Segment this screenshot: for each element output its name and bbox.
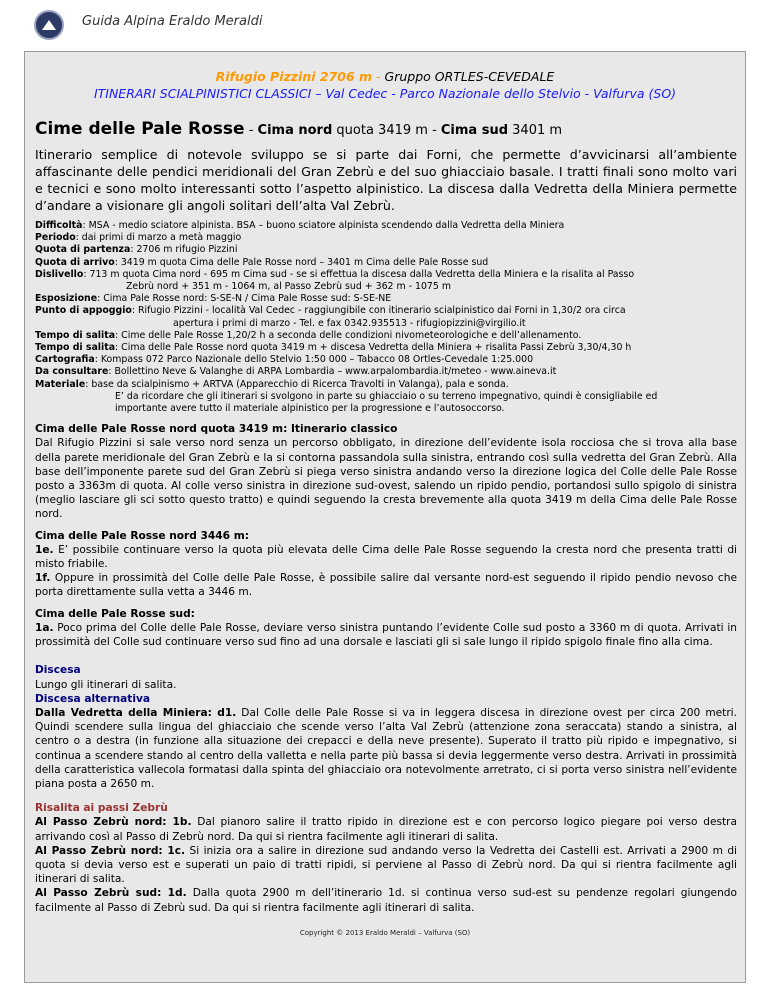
fact-row: Tempo di salita: Cima delle Pale Rosse nord quota 3419 m + discesa Vedretta della Miniera + risalita Passi Zebrù 3,30/4,30 h — [35, 342, 632, 354]
fact-row: Punto di appoggio: Rifugio Pizzini - località Val Cedec - raggiungibile con itinerario scialpinistico dai Forni in 1,30/2 ora circa — [35, 305, 626, 317]
intro-paragraph: Itinerario semplice di notevole sviluppo se si parte dai Forni, che permette d’avvicinarsi all’ambiente affascinante delle pendici meridionali del Gran Zebrù e del suo ghiacciaio basale. I tratti finali sono molto vari e tecnici e sono molto interessanti sotto l’aspetto alpinistico. La discesa dalla Vedretta della Miniera permette d’andare a visionare gli angoli solitari dell’alta Val Zebrù. — [35, 147, 737, 213]
fact-row: Cartografia: Kompass 072 Parco Nazionale dello Stelvio 1:50 000 – Tabacco 08 Ortles-Cevedale 1:25.000 — [35, 354, 534, 366]
guide-logo — [34, 10, 64, 40]
section-title: Cima delle Pale Rosse sud: — [35, 607, 195, 620]
route-title: Cime delle Pale Rosse - Cima nord quota 3419 m - Cima sud 3401 m — [35, 119, 563, 139]
section-title: Risalita ai passi Zebrù — [35, 802, 168, 815]
document-content — [35, 118, 737, 915]
section-north: Cima delle Pale Rosse nord 3446 m: 1e. E’ possibile continuare verso la quota più elevata delle Cima delle Pale Rosse seguendo la cresta nord che presenta tratti di misto friabile. 1f. Oppure in prossimità del Colle delle Pale Rosse, è possibile salire dal versante nord-est seguendo il ripido pendio nevoso che porta direttamente sulla vetta a 3446 m. — [35, 529, 737, 599]
section-title: Discesa — [35, 664, 81, 677]
copyright: Copyright © 2013 Eraldo Meraldi – Valfurva (SO) — [299, 929, 471, 937]
fact-row-cont: Zebrù nord + 351 m - 1064 m, al Passo Zebrù sud + 362 m - 1075 m — [126, 281, 451, 293]
section-title: Discesa alternativa — [35, 692, 151, 705]
fact-row: Quota di arrivo: 3419 m quota Cima delle Pale Rosse nord – 3401 m Cima delle Pale Rosse sud — [35, 256, 489, 268]
fact-row-cont: E’ da ricordare che gli itinerari si svolgono in parte su ghiacciaio o su terreno impegnativo, quindi è consigliabile ed — [115, 390, 658, 402]
section-ascent: Risalita ai passi Zebrù Al Passo Zebrù nord: 1b. Dal pianoro salire il tratto ripido in direzione est e con percorso logico piegare poi verso destra arrivando così al Passo di Zebrù nord. Da qui si rientra facilmente agli itinerari di salita. Al Passo Zebrù nord: 1c. Si inizia ora a salire in direzione sud andando verso la Vedretta dei Castelli est. Arrivati a 2900 m di quota si devia verso est e superati un paio di tratti ripidi, si perviene al Passo di Zebrù nord. Da qui si rientra facilmente agli itinerari di salita. Al Passo Zebrù sud: 1d. Dalla quota 2900 m dell’itinerario 1d. si continua verso sud-est su pendenze regolari giungendo facilmente al Passo di Zebrù sud. Da qui si rientra facilmente agli itinerari di salita. — [35, 802, 737, 914]
header-title: Guida Alpina Eraldo Meraldi — [82, 14, 263, 29]
section-classic — [35, 422, 737, 521]
section-title: Cima delle Pale Rosse nord quota 3419 m: Itinerario classico — [35, 423, 398, 436]
section-south: Cima delle Pale Rosse sud: 1a. Poco prima del Colle delle Pale Rosse, deviare verso sinistra puntando l’evidente Colle sud posto a 3360 m di quota. Arrivati in prossimità del Colle sud continuare verso sud fino ad una dorsale e lasciati gli si sale lungo il ripido spigolo finale fino alla cima. — [35, 607, 737, 649]
mountain-group: Gruppo ORTLES-CEVEDALE — [384, 69, 555, 84]
fact-row: Da consultare: Bollettino Neve & Valanghe di ARPA Lombardia – www.arpalombardia.it/meteo - www.aineva.it — [35, 366, 557, 378]
section-text: Dal Rifugio Pizzini si sale verso nord senza un percorso obbligato, in direzione dell’evidente isola rocciosa che si trova alla base della parete meridionale del Gran Zebrù e la si contorna passandola sulla sinistra, entrando così sulla vedretta del Gran Zebrù. Alla base dell’imponente parete sud del Gran Zebrù si piega verso sinistra andando verso la direzione logica del Colle delle Pale Rosse posto a 3363m di quota. Al colle verso sinistra in direzione sud-ovest, salendo un ripido pendio, portandosi sullo spigolo di sinistra (meglio lasciare gli sci sotto questo tratto) e quindi seguendo la cresta brevemente alla quota 3419 m della Cima delle Pale Rosse nord. — [35, 437, 737, 521]
section-title: Cima delle Pale Rosse nord 3446 m: — [35, 529, 250, 542]
fact-row: Esposizione: Cima Pale Rosse nord: S-SE-N / Cima Pale Rosse sud: S-SE-NE — [35, 293, 392, 305]
document-frame — [24, 51, 746, 983]
fact-row: Materiale: base da scialpinismo + ARTVA (Apparecchio di Ricerca Travolti in Valanga), pala e sonda. — [35, 378, 509, 390]
fact-row-cont: apertura i primi di marzo - Tel. e fax 0342.935513 - rifugiopizzini@virgilio.it — [173, 317, 526, 329]
fact-row: Difficoltà: MSA - medio sciatore alpinista. BSA – buono sciatore alpinista scendendo dalla Vedretta della Miniera — [35, 220, 565, 231]
fact-row-cont: importante avere tutto il materiale alpinistico per la progressione e l’autosoccorso. — [115, 403, 505, 415]
document-heading: Rifugio Pizzini 2706 m - Gruppo ORTLES-CEVEDALE ITINERARI SCIALPINISTICI CLASSICI – Val Cedec - Parco Nazionale dello Stelvio - Valfurva (SO) — [25, 68, 745, 102]
section-descent: Discesa Lungo gli itinerari di salita. Discesa alternativa Dalla Vedretta della Miniera: d1. Dal Colle delle Pale Rosse si va in leggera discesa in direzione ovest per circa 200 metri. Quindi scendere sulla lingua del ghiacciaio che scende verso l’alta Val Zebrù (attenzione zona seraccata) stando a sinistra, al centro o a destra (in funzione alla situazione dei crepacci e della neve presente). Superato il tratto più ripido e impegnativo, si continua a scendere stando al centro della valletta e nella parte più bassa si devia leggermente verso destra. Arrivati in prossimità della caratteristica vallecola formatasi dalla spinta del ghiacciaio ora notevolmente arretrato, ci si porta verso sinistra nell’evidente piana posta a 2650 m. — [35, 664, 737, 790]
heading-subtitle: ITINERARI SCIALPINISTICI CLASSICI – Val Cedec - Parco Nazionale dello Stelvio - Valfurva (SO) — [93, 86, 677, 101]
route-facts — [35, 220, 737, 415]
fact-row: Periodo: dai primi di marzo a metà maggio — [35, 232, 242, 244]
fact-row: Quota di partenza: 2706 m rifugio Pizzini — [35, 244, 238, 256]
fact-row: Tempo di salita: Cime delle Pale Rosse 1,20/2 h a seconda delle condizioni nivometeorologiche e dell’allenamento. — [35, 329, 582, 341]
refuge-name: Rifugio Pizzini 2706 m — [215, 69, 373, 84]
page-header — [0, 0, 768, 48]
fact-row: Dislivello: 713 m quota Cima nord - 695 m Cima sud - se si effettua la discesa dalla Vedretta della Miniera e la risalita al Passo — [35, 268, 635, 280]
